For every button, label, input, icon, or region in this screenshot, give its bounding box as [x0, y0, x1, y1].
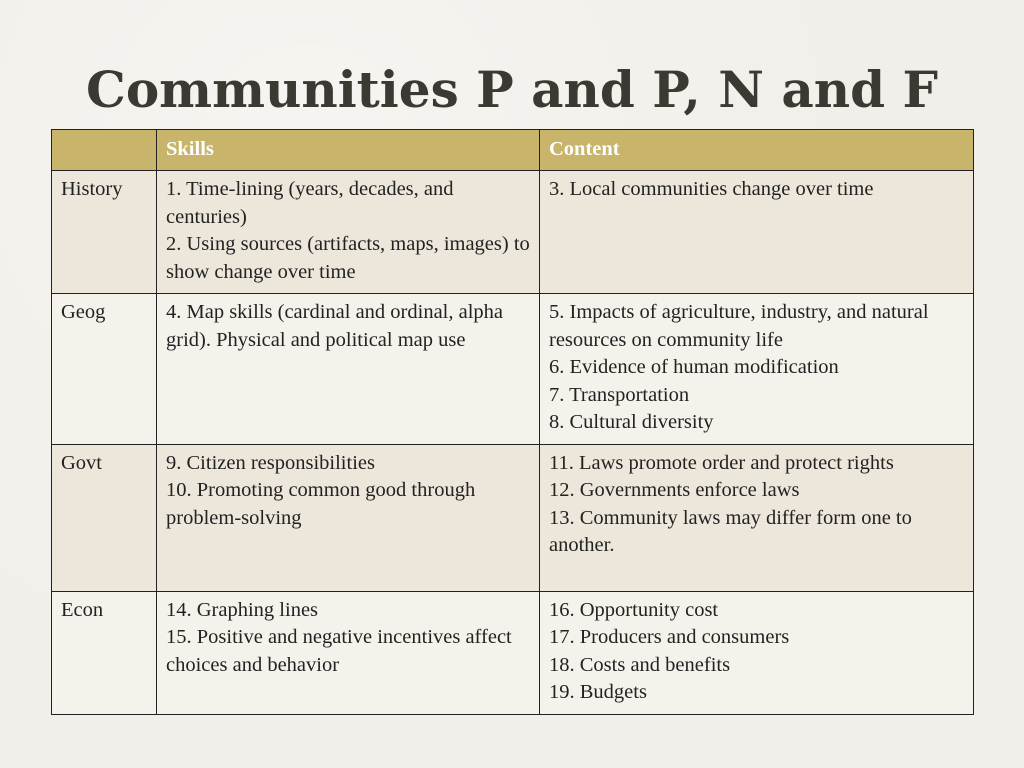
content-item: 12. Governments enforce laws: [549, 479, 800, 501]
table-row-geog: [52, 294, 974, 445]
content-item: 16. Opportunity cost: [549, 598, 719, 621]
content-cell-geog: [540, 294, 974, 445]
row-label-econ: Econ: [52, 591, 157, 714]
skill-item: 10. Promoting common good through problem-solving: [166, 479, 476, 529]
content-item: 8. Cultural diversity: [549, 411, 714, 433]
row-label-geog: Geog: [52, 294, 157, 445]
content-item: 5. Impacts of agriculture, industry, and natural resources on community life: [549, 301, 929, 351]
table-row-history: [52, 171, 974, 294]
row-label-govt: Govt: [52, 444, 157, 591]
content-item: 3. Local communities change over time: [549, 178, 874, 200]
header-cell-skills: Skills: [157, 130, 540, 171]
skill-item: 9. Citizen responsibilities: [166, 451, 375, 474]
content-cell-history: [540, 171, 974, 294]
row-label-history: History: [52, 171, 157, 294]
table-header-row: [52, 130, 974, 171]
content-cell-econ: [540, 591, 974, 714]
content-cell-govt: [540, 444, 974, 591]
skill-item: 2. Using sources (artifacts, maps, images) to show change over time: [166, 233, 530, 283]
skills-cell-history: [157, 171, 540, 294]
skill-item: 15. Positive and negative incentives affect choices and behavior: [166, 626, 512, 676]
content-item: 18. Costs and benefits: [549, 653, 731, 676]
slide-title: Communities P and P, N and F: [86, 60, 938, 119]
table-row-econ: [52, 591, 974, 714]
skill-item: 1. Time-lining (years, decades, and centuries): [166, 178, 454, 228]
content-item: 17. Producers and consumers: [549, 626, 790, 648]
skill-item: 14. Graphing lines: [166, 598, 319, 621]
table-row-govt: [52, 444, 974, 591]
content-item: 7. Transportation: [549, 383, 690, 406]
skill-item: 4. Map skills (cardinal and ordinal, alpha grid). Physical and political map use: [166, 301, 504, 351]
skills-cell-geog: [157, 294, 540, 445]
content-item: 13. Community laws may differ form one to another.: [549, 506, 912, 556]
skills-cell-govt: [157, 444, 540, 591]
content-item: 6. Evidence of human modification: [549, 356, 839, 378]
content-item: 19. Budgets: [549, 681, 647, 703]
header-cell-blank: [52, 130, 157, 171]
skills-cell-econ: [157, 591, 540, 714]
curriculum-table: [51, 129, 974, 715]
content-item: 11. Laws promote order and protect rights: [549, 451, 894, 474]
header-cell-content: Content: [540, 130, 974, 171]
